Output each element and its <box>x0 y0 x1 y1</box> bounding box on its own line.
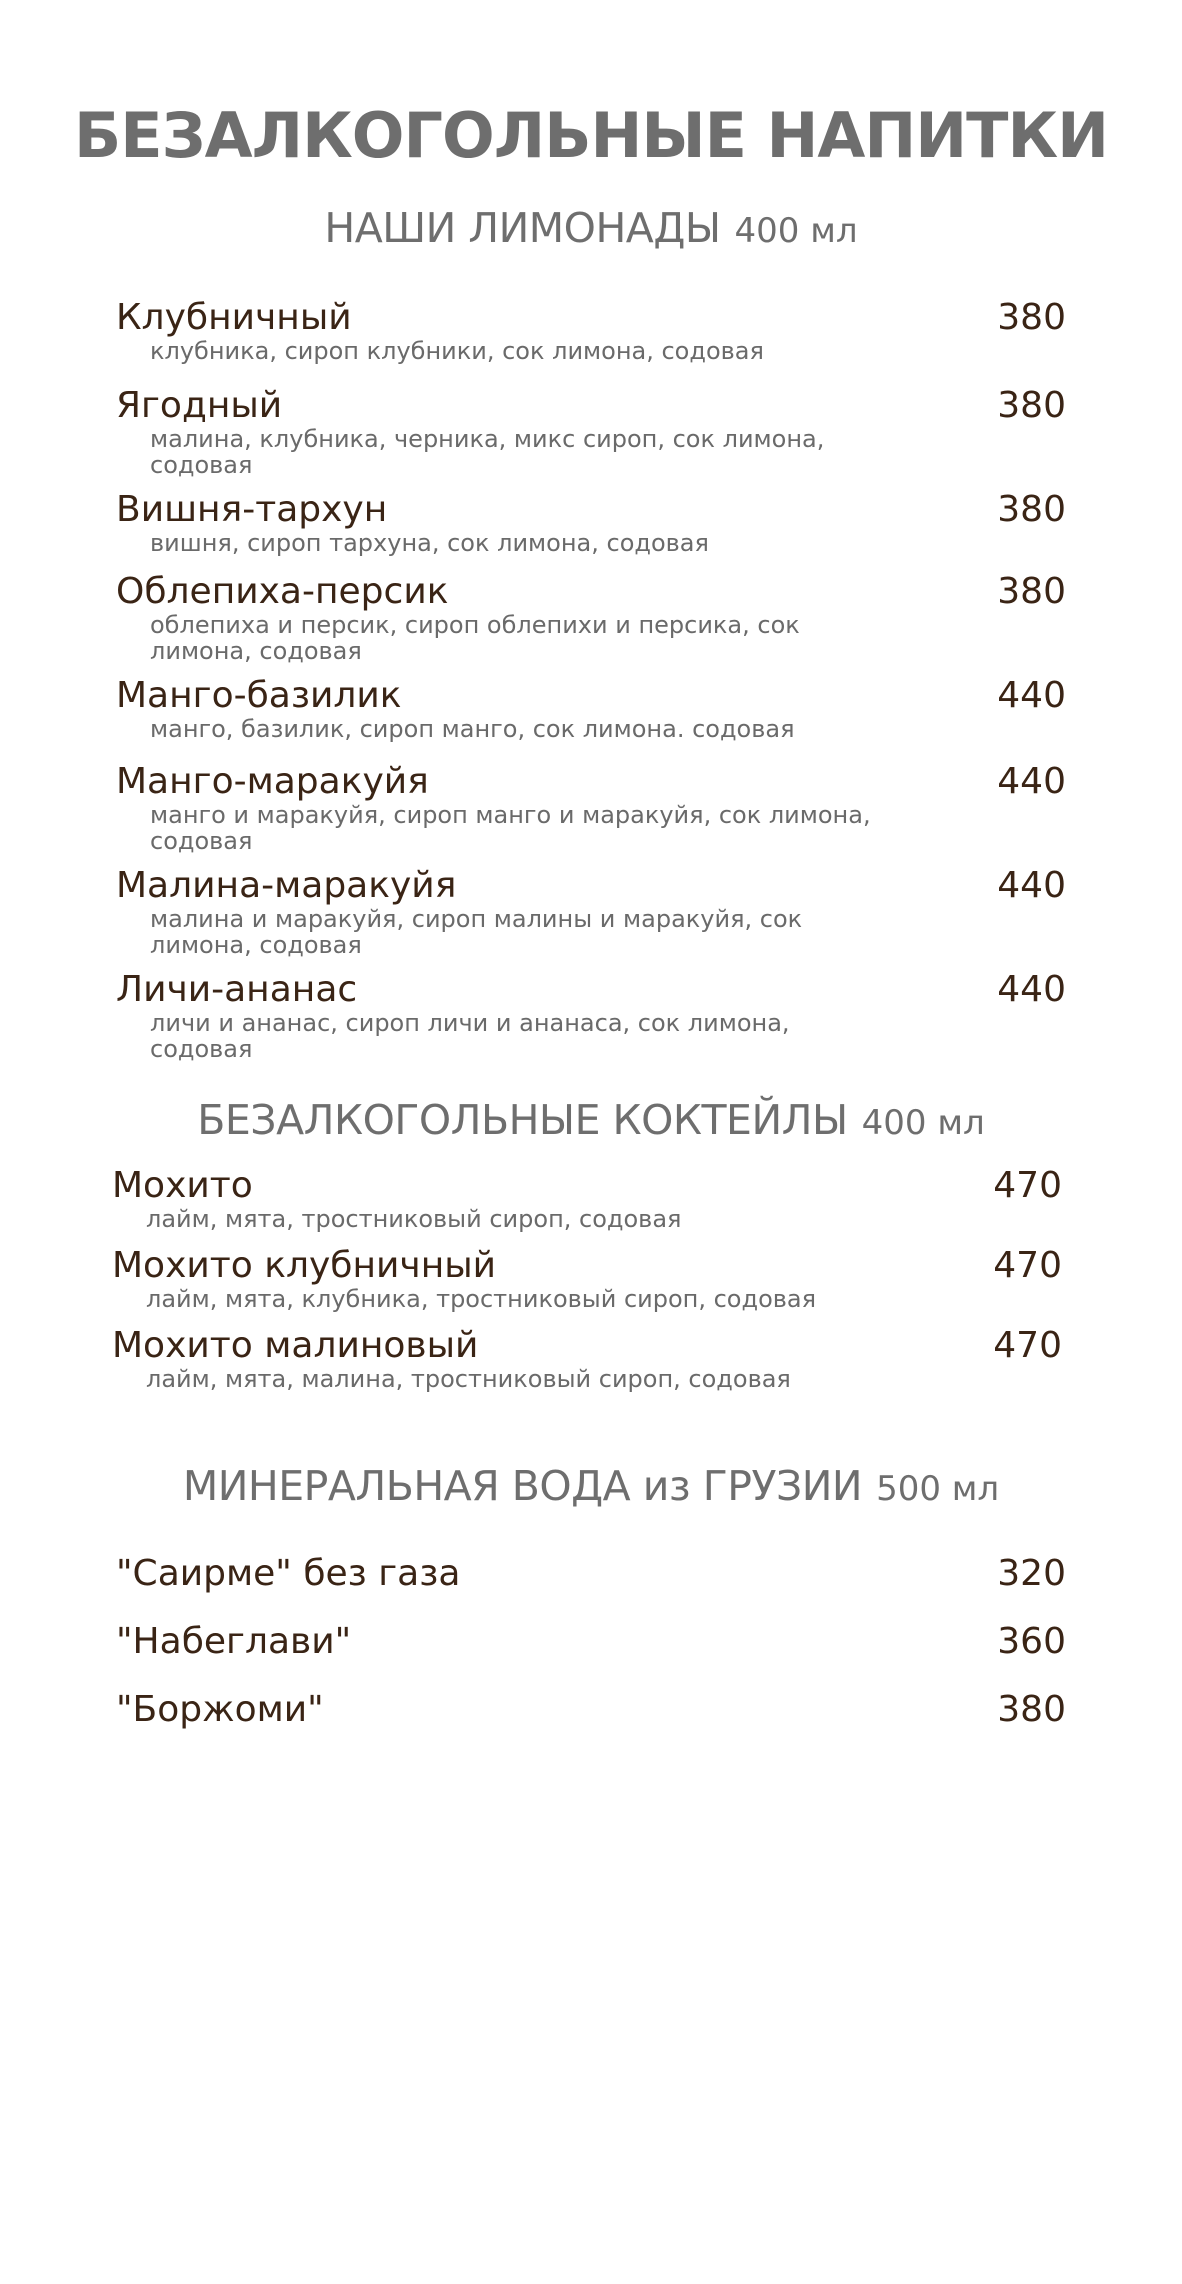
item-price: 470 <box>993 1245 1062 1286</box>
menu-item <box>116 968 1066 1062</box>
section-volume: 500 мл <box>876 1469 1000 1509</box>
item-description: облепиха и персик, сироп облепихи и персика, сок лимона, содовая <box>150 611 800 665</box>
item-description: манго и маракуйя, сироп манго и маракуйя, сок лимона, содовая <box>150 801 871 855</box>
item-name: Ягодный <box>116 385 283 426</box>
section-name: БЕЗАЛКОГОЛЬНЫЕ КОКТЕЙЛЫ <box>197 1096 848 1144</box>
item-description: личи и ананас, сироп личи и ананаса, сок лимона, содовая <box>150 1009 790 1063</box>
section-heading-water <box>0 1462 1182 1510</box>
item-price: 440 <box>997 969 1066 1010</box>
menu-item <box>116 570 1066 664</box>
section-volume: 400 мл <box>734 211 858 251</box>
menu-item <box>116 1620 1066 1664</box>
item-description: лайм, мята, малина, тростниковый сироп, содовая <box>146 1365 791 1393</box>
item-name: "Набеглави" <box>116 1621 352 1662</box>
item-description: манго, базилик, сироп манго, сок лимона. содовая <box>150 715 795 743</box>
item-name: "Саирме" без газа <box>116 1553 461 1594</box>
item-price: 320 <box>997 1553 1066 1594</box>
item-name: Клубничный <box>116 297 352 338</box>
item-name: Малина-маракуйя <box>116 865 457 906</box>
item-price: 440 <box>997 865 1066 906</box>
item-name: Вишня-тархун <box>116 489 388 530</box>
item-name: Мохито малиновый <box>112 1325 479 1366</box>
item-price: 380 <box>997 571 1066 612</box>
menu-item <box>116 760 1066 854</box>
page-title: БЕЗАЛКОГОЛЬНЫЕ НАПИТКИ <box>73 99 1109 172</box>
item-price: 360 <box>997 1621 1066 1662</box>
section-name: НАШИ ЛИМОНАДЫ <box>324 204 721 252</box>
item-price: 440 <box>997 761 1066 802</box>
item-name: Облепиха-персик <box>116 571 449 612</box>
item-price: 380 <box>997 297 1066 338</box>
item-description: клубника, сироп клубники, сок лимона, содовая <box>150 337 764 365</box>
item-price: 380 <box>997 385 1066 426</box>
menu-item <box>116 296 1066 364</box>
menu-item <box>116 488 1066 556</box>
menu-item <box>116 384 1066 478</box>
item-name: "Боржоми" <box>116 1689 324 1730</box>
item-description: лайм, мята, тростниковый сироп, содовая <box>146 1205 682 1233</box>
menu-item <box>116 1552 1066 1596</box>
menu-item <box>112 1244 1062 1312</box>
section-heading-lemonades <box>0 204 1182 252</box>
section-heading-cocktails <box>0 1096 1182 1144</box>
item-price: 440 <box>997 675 1066 716</box>
menu-item <box>116 674 1066 742</box>
item-name: Мохито клубничный <box>112 1245 497 1286</box>
menu-item <box>116 864 1066 958</box>
menu-item <box>112 1324 1062 1392</box>
item-description: малина и маракуйя, сироп малины и маракуйя, сок лимона, содовая <box>150 905 803 959</box>
item-description: малина, клубника, черника, микс сироп, сок лимона, содовая <box>150 425 825 479</box>
item-description: лайм, мята, клубника, тростниковый сироп, содовая <box>146 1285 817 1313</box>
menu-item <box>116 1688 1066 1732</box>
menu-item <box>112 1164 1062 1232</box>
section-name: МИНЕРАЛЬНАЯ ВОДА из ГРУЗИИ <box>182 1462 863 1510</box>
item-name: Манго-маракуйя <box>116 761 429 802</box>
item-name: Личи-ананас <box>116 969 358 1010</box>
item-name: Мохито <box>112 1165 253 1206</box>
item-name: Манго-базилик <box>116 675 402 716</box>
item-price: 470 <box>993 1325 1062 1366</box>
item-description: вишня, сироп тархуна, сок лимона, содовая <box>150 529 709 557</box>
item-price: 470 <box>993 1165 1062 1206</box>
item-price: 380 <box>997 1689 1066 1730</box>
section-volume: 400 мл <box>861 1103 985 1143</box>
item-price: 380 <box>997 489 1066 530</box>
